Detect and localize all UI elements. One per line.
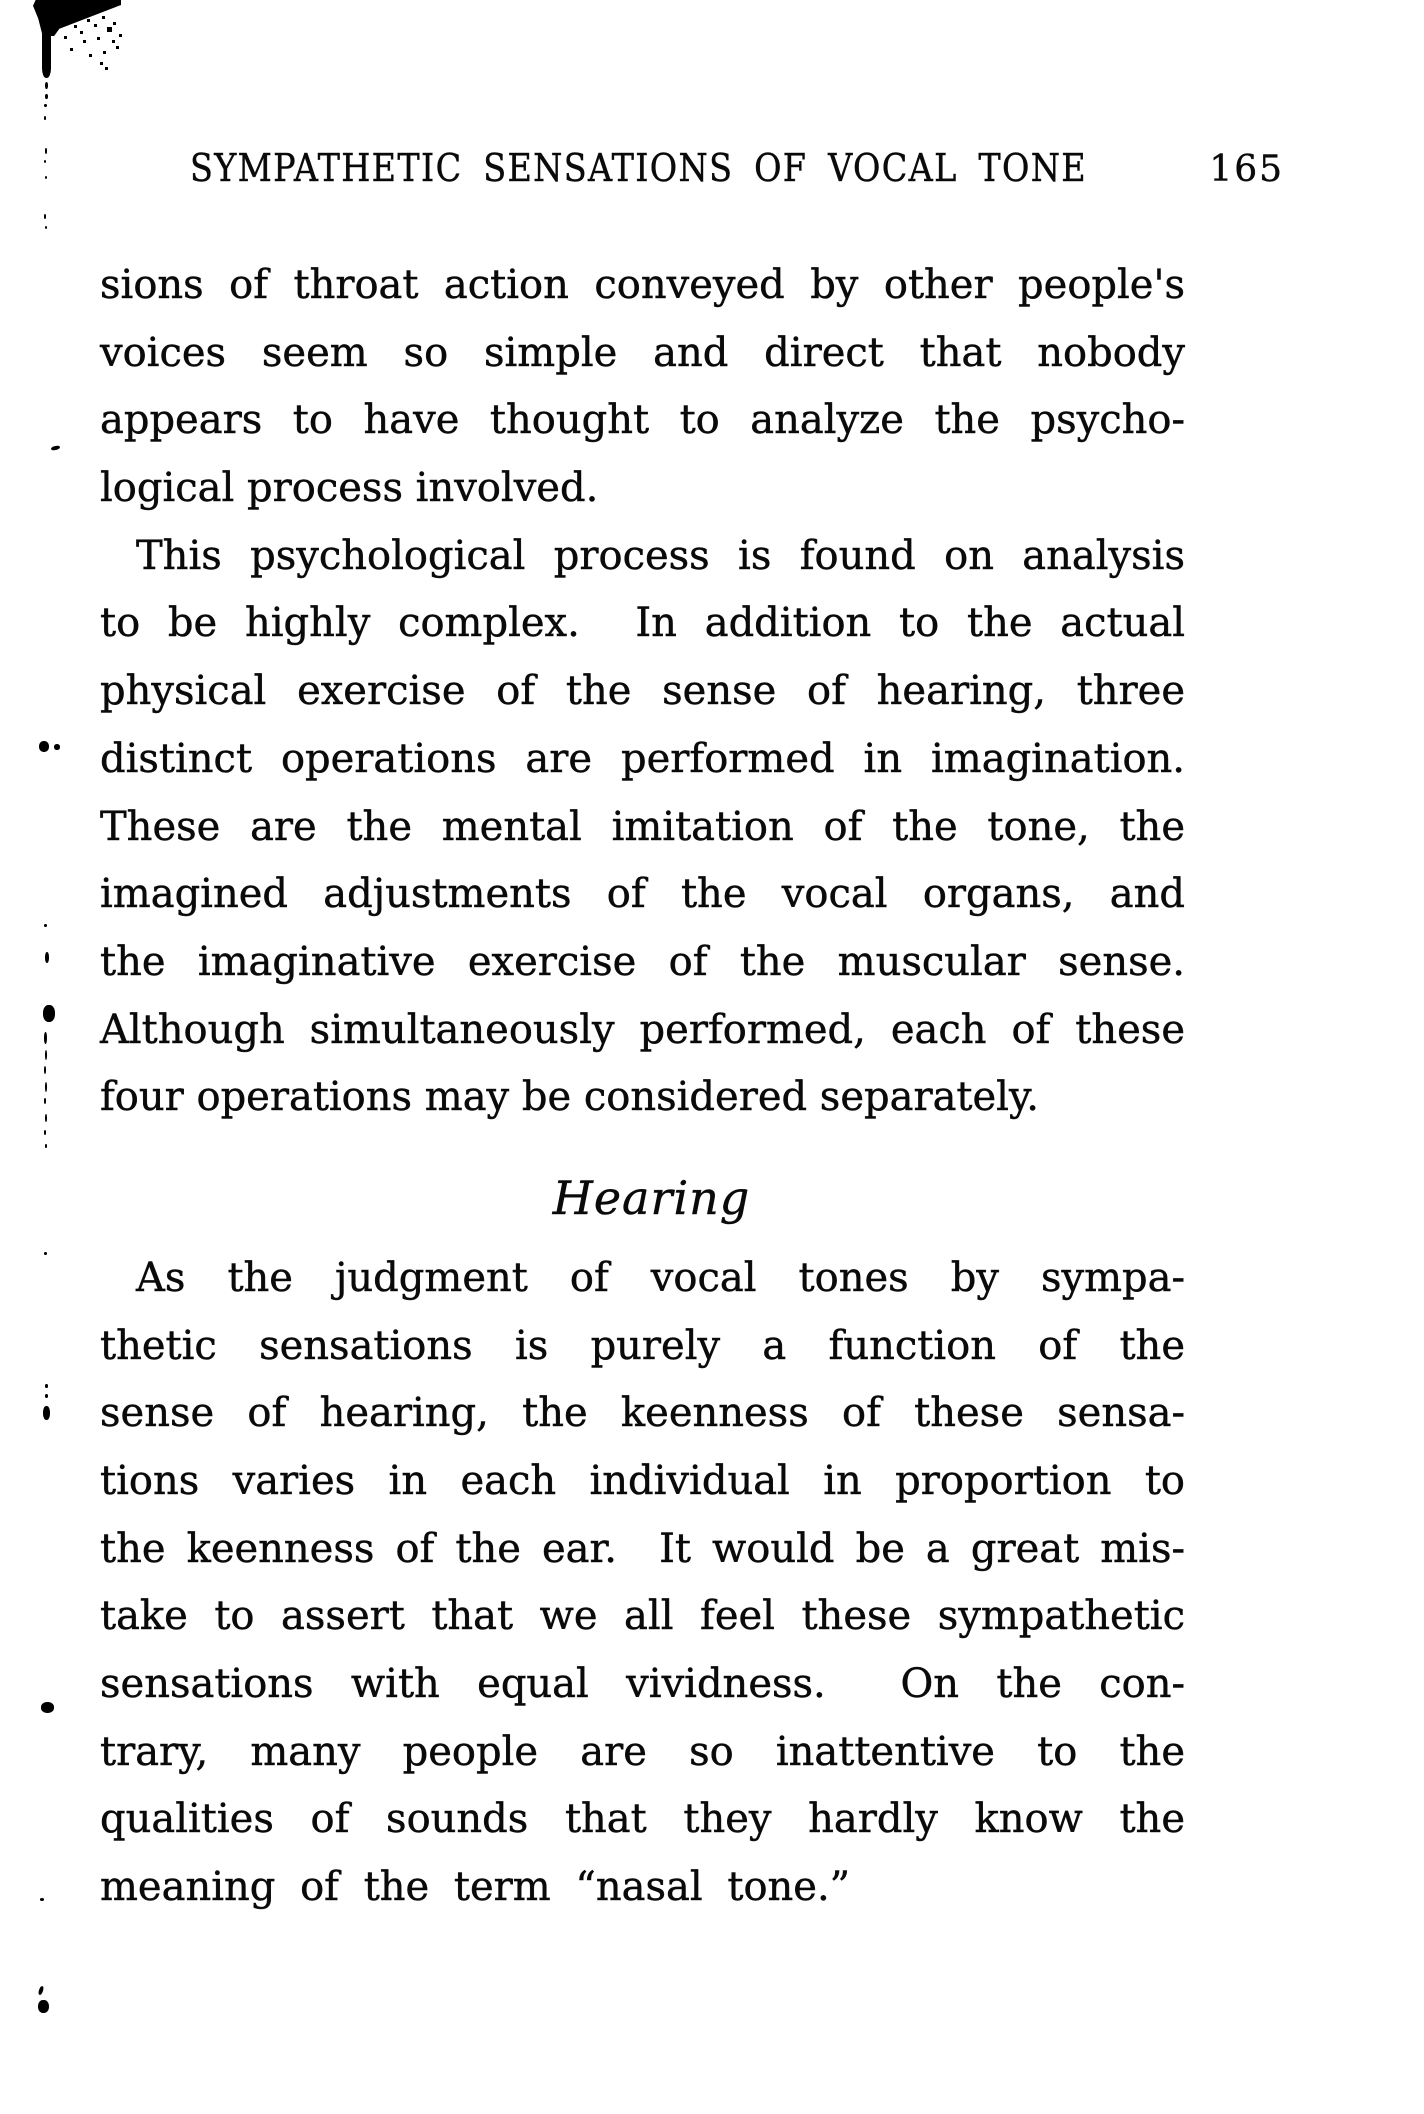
text-line: sions of throat action conveyed by other people's xyxy=(100,262,1185,308)
scan-speck xyxy=(45,94,48,99)
scan-speck xyxy=(45,226,47,229)
scan-speck xyxy=(44,1032,47,1044)
scan-speck xyxy=(45,148,47,154)
scan-speck xyxy=(41,1702,54,1713)
scan-speck xyxy=(44,1252,47,1255)
text-line: These are the mental imitation of the tone, the xyxy=(100,803,1185,850)
text-line: sense of hearing, the keenness of these sensa- xyxy=(100,1390,1185,1437)
scan-speck xyxy=(54,744,60,750)
scan-speck xyxy=(45,1050,47,1060)
text-line: imagined adjustments of the vocal organs, and xyxy=(100,871,1185,918)
text-line: take to assert that we all feel these sympathetic xyxy=(100,1593,1185,1640)
text-column xyxy=(100,252,1185,1922)
section-heading: Hearing xyxy=(552,1170,751,1225)
text-line: As the judgment of vocal tones by sympa- xyxy=(136,1254,1185,1301)
text-line: logical process involved. xyxy=(100,465,599,512)
text-line: the imaginative exercise of the muscular sense. xyxy=(100,938,1185,985)
text-line: sensations with equal vividness. On the con- xyxy=(100,1661,1185,1708)
ink-blot-artifact xyxy=(42,24,51,78)
scan-speck xyxy=(39,741,49,752)
scan-speck xyxy=(44,1066,46,1074)
scan-speck xyxy=(45,952,49,963)
scan-speck xyxy=(43,1005,55,1022)
text-line: meaning of the term “nasal tone.” xyxy=(100,1864,851,1911)
text-line: appears to have thought to analyze the psycho- xyxy=(100,397,1185,444)
text-line: four operations may be considered separately. xyxy=(100,1074,1039,1121)
text-line: This psychological process is found on analysis xyxy=(136,532,1185,579)
running-header xyxy=(100,144,1285,192)
text-line: tions varies in each individual in proportion to xyxy=(100,1458,1185,1504)
scan-speck xyxy=(44,1098,46,1104)
scan-speck xyxy=(44,924,47,927)
scan-speck xyxy=(44,1130,46,1135)
text-line: physical exercise of the sense of hearing, three xyxy=(100,668,1185,715)
text-line: voices seem so simple and direct that nobody xyxy=(100,329,1185,376)
scan-speck xyxy=(44,214,46,219)
scan-speck xyxy=(51,445,61,451)
scan-speck xyxy=(45,1144,47,1148)
scan-speck xyxy=(45,1114,47,1122)
text-line: thetic sensations is purely a function of the xyxy=(100,1322,1185,1369)
scan-speck xyxy=(45,1082,47,1092)
scan-speck xyxy=(45,1394,48,1398)
scan-speck xyxy=(45,82,48,89)
running-header-title: SYMPATHETIC SENSATIONS OF VOCAL TONE xyxy=(190,146,1088,190)
page-number: 165 xyxy=(1209,149,1285,190)
text-line: trary, many people are so inattentive to the xyxy=(100,1728,1185,1775)
text-line: qualities of sounds that they hardly know the xyxy=(100,1796,1185,1843)
scan-speck xyxy=(44,104,47,107)
scan-speck xyxy=(44,160,46,163)
scan-speck xyxy=(44,116,46,120)
scan-speck xyxy=(43,1406,50,1420)
scan-speck xyxy=(38,1986,45,1996)
scan-speck xyxy=(45,176,47,179)
scan-speck xyxy=(38,2000,49,2013)
scan-speck xyxy=(40,1898,44,1901)
text-line: the keenness of the ear. It would be a great mis- xyxy=(100,1525,1185,1572)
text-line: to be highly complex. In addition to the actual xyxy=(100,600,1185,647)
text-line: distinct operations are performed in imagination. xyxy=(100,735,1185,782)
scan-speck xyxy=(45,1384,48,1388)
text-line: Although simultaneously performed, each of these xyxy=(100,1006,1185,1053)
ink-speckles-artifact xyxy=(56,10,59,13)
